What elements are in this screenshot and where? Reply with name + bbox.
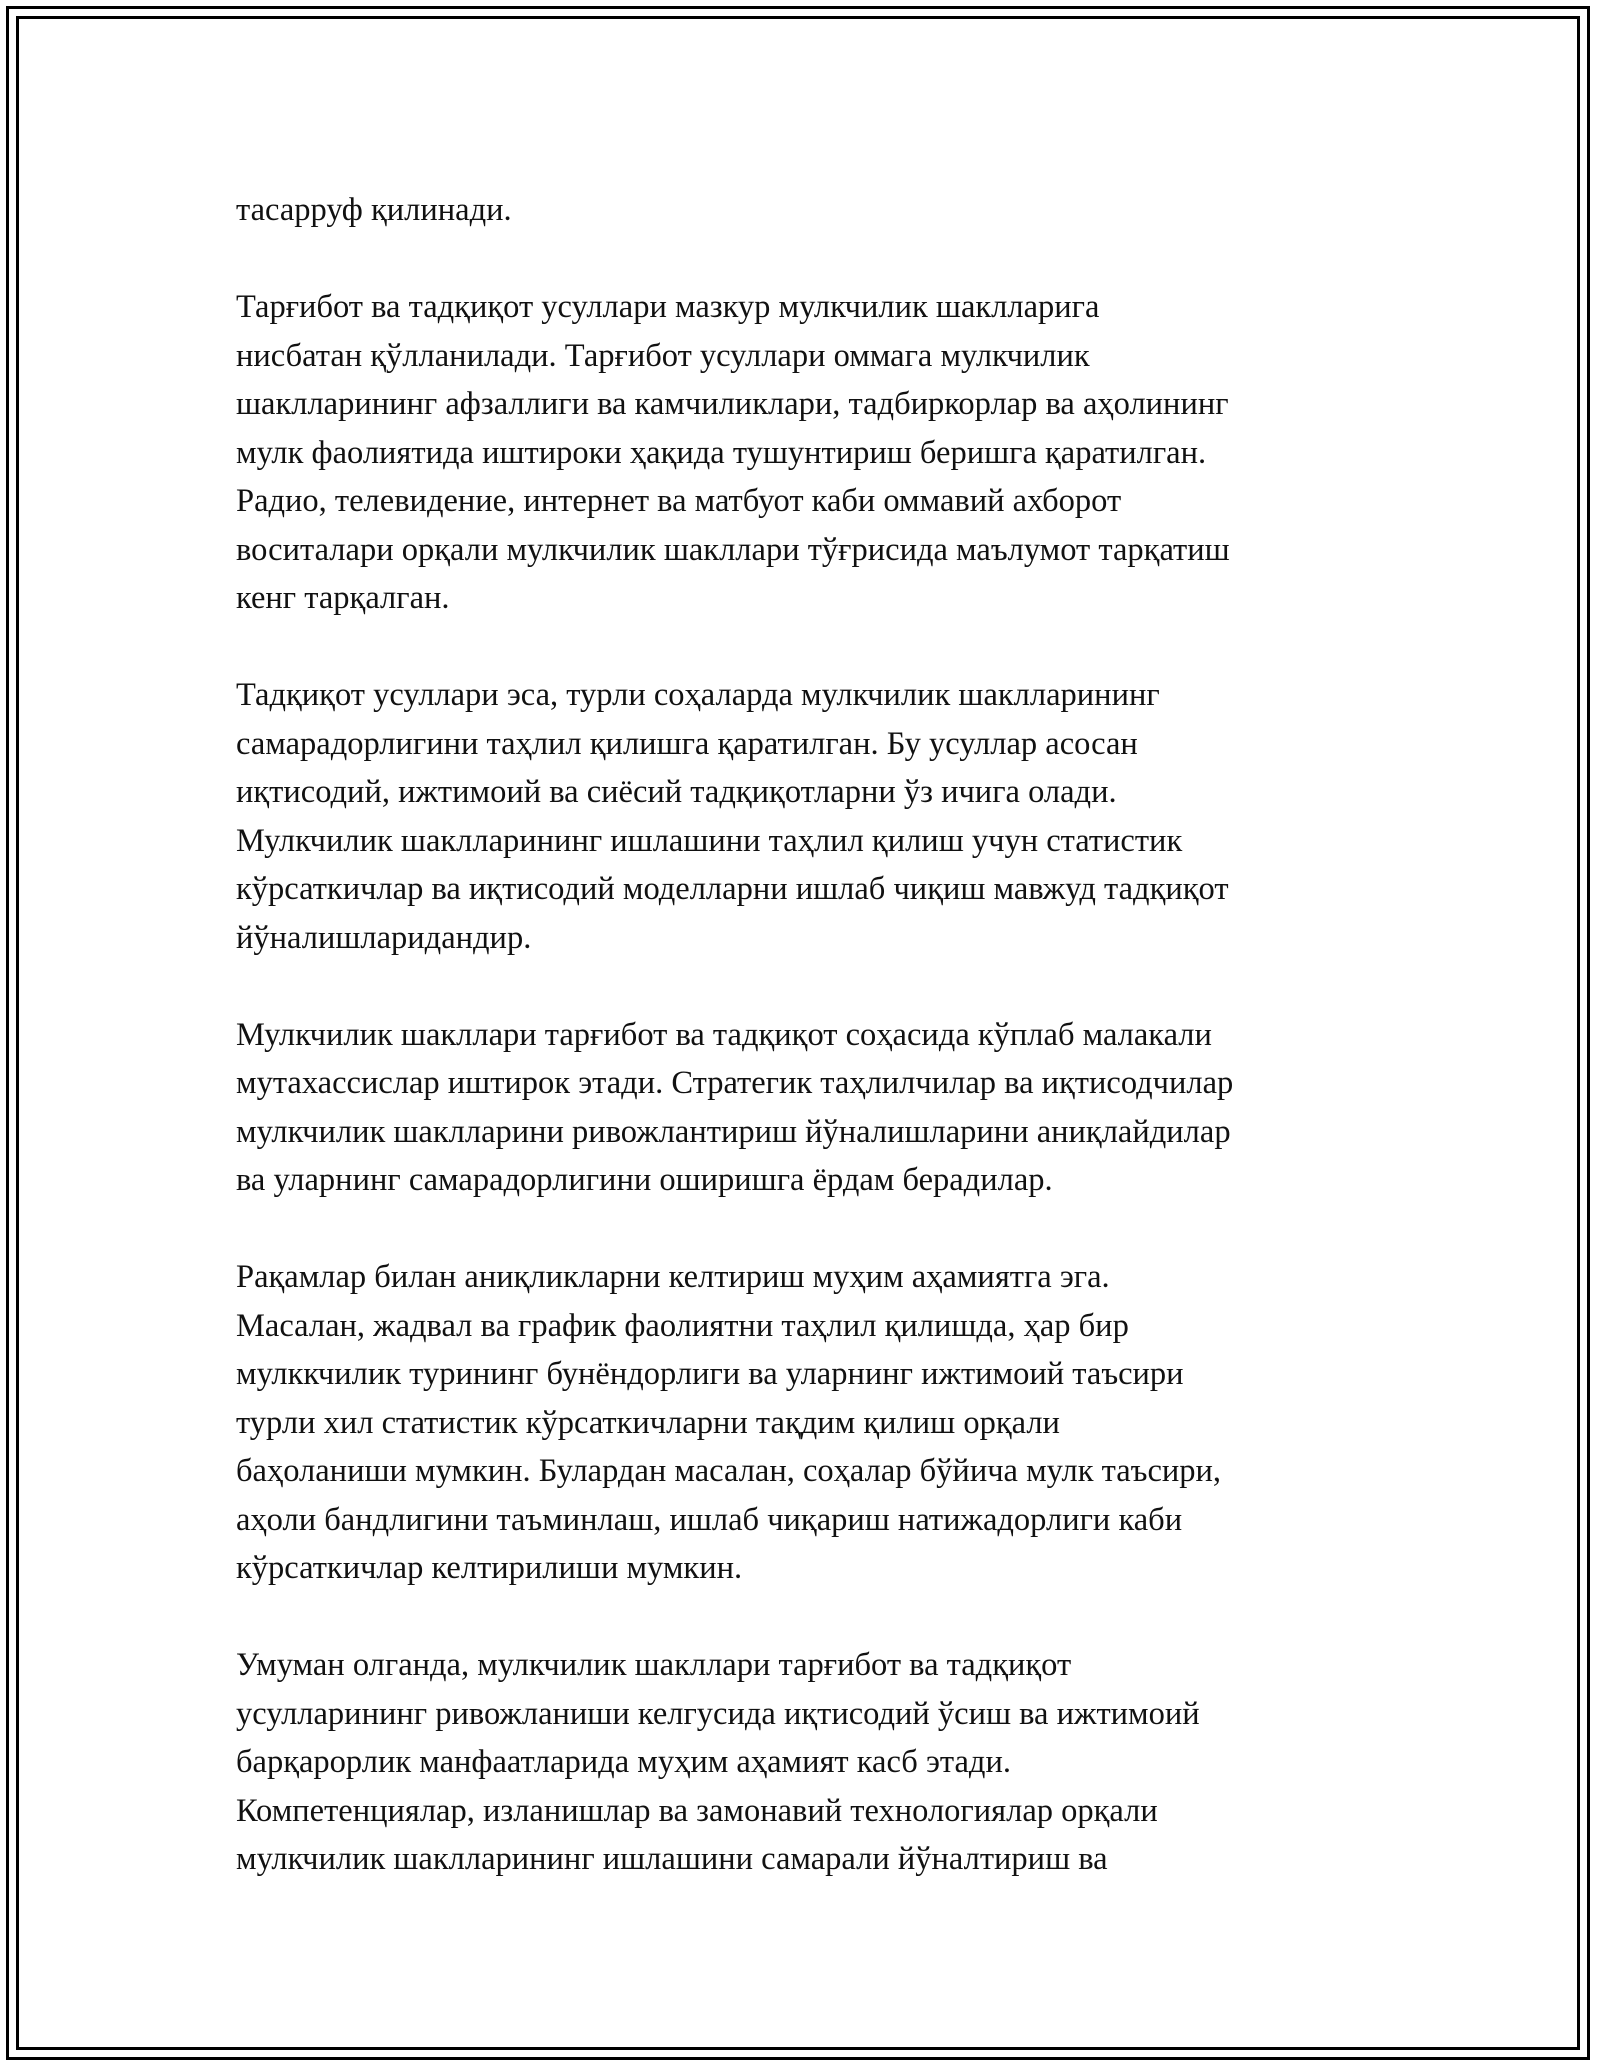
paragraph-5 <box>236 1253 1376 1593</box>
text-line: Рақамлар билан аниқликларни келтириш муҳим аҳамиятга эга. <box>236 1259 1110 1295</box>
text-line: кўрсаткичлар келтирилиши мумкин. <box>236 1550 743 1586</box>
text-line: барқарорлик манфаатларида муҳим аҳамият касб этади. <box>236 1744 1011 1780</box>
text-line: Умуман олганда, мулкчилик шакллари тарғибот ва тадқиқот <box>236 1647 1072 1683</box>
document-body <box>236 186 1376 1932</box>
text-line: Тадқиқот усуллари эса, турли соҳаларда мулкчилик шаклларининг <box>236 677 1160 713</box>
text-line: ва уларнинг самарадорлигини оширишга ёрдам берадилар. <box>236 1162 1053 1198</box>
text-line: Мулкчилик шакллари тарғибот ва тадқиқот соҳасида кўплаб малакали <box>236 1016 1212 1053</box>
text-line: усулларининг ривожланиши келгусида иқтисодий ўсиш ва ижтимоий <box>236 1695 1200 1732</box>
text-line: Компетенциялар, изланишлар ва замонавий технологиялар орқали <box>236 1792 1158 1829</box>
text-line: мутахассислар иштирок этади. Стратегик таҳлилчилар ва иқтисодчилар <box>236 1065 1234 1101</box>
paragraph-3 <box>236 671 1376 962</box>
text-line: мулкчилик шаклларини ривожлантириш йўналишларини аниқлайдилар <box>236 1113 1231 1150</box>
text-line: шаклларининг афзаллиги ва камчиликлари, тадбиркорлар ва аҳолининг <box>236 386 1229 422</box>
text-line: аҳоли бандлигини таъминлаш, ишлаб чиқариш натижадорлиги каби <box>236 1501 1183 1538</box>
paragraph-6 <box>236 1641 1376 1884</box>
text-line: Радио, телевидение, интернет ва матбуот каби оммавий ахборот <box>236 483 1122 519</box>
text-line: Масалан, жадвал ва график фаолиятни таҳлил қилишда, ҳар бир <box>236 1307 1129 1344</box>
text-line: кенг тарқалган. <box>236 580 450 616</box>
text-line: тасарруф қилинади. <box>236 192 512 228</box>
text-line: Мулкчилик шаклларининг ишлашини таҳлил қилиш учун статистик <box>236 822 1183 859</box>
text-line: кўрсаткичлар ва иқтисодий моделларни ишлаб чиқиш мавжуд тадқиқот <box>236 871 1229 907</box>
text-line: йўналишларидандир. <box>236 919 532 956</box>
paragraph-4 <box>236 1011 1376 1205</box>
text-line: нисбатан қўлланилади. Тарғибот усуллари оммага мулкчилик <box>236 337 1090 374</box>
paragraph-2 <box>236 283 1376 623</box>
text-line: мулккчилик турининг бунёндорлиги ва уларнинг ижтимоий таъсири <box>236 1356 1184 1392</box>
text-line: самарадорлигини таҳлил қилишга қаратилган. Бу усуллар асосан <box>236 725 1138 762</box>
text-line: баҳоланиши мумкин. Булардан масалан, соҳалар бўйича мулк таъсири, <box>236 1453 1222 1489</box>
text-line: мулкчилик шаклларининг ишлашини самарали йўналтириш ва <box>236 1841 1108 1877</box>
text-line: воситалари орқали мулкчилик шакллари тўғрисида маълумот тарқатиш <box>236 531 1230 568</box>
text-line: мулк фаолиятида иштироки ҳақида тушунтириш беришга қаратилган. <box>236 434 1207 471</box>
text-line: иқтисодий, ижтимоий ва сиёсий тадқиқотларни ўз ичига олади. <box>236 774 1117 810</box>
text-line: турли хил статистик кўрсаткичларни тақдим қилиш орқали <box>236 1404 1060 1441</box>
text-line: Тарғибот ва тадқиқот усуллари мазкур мулкчилик шаклларига <box>236 289 1100 325</box>
paragraph-1 <box>236 186 1376 235</box>
